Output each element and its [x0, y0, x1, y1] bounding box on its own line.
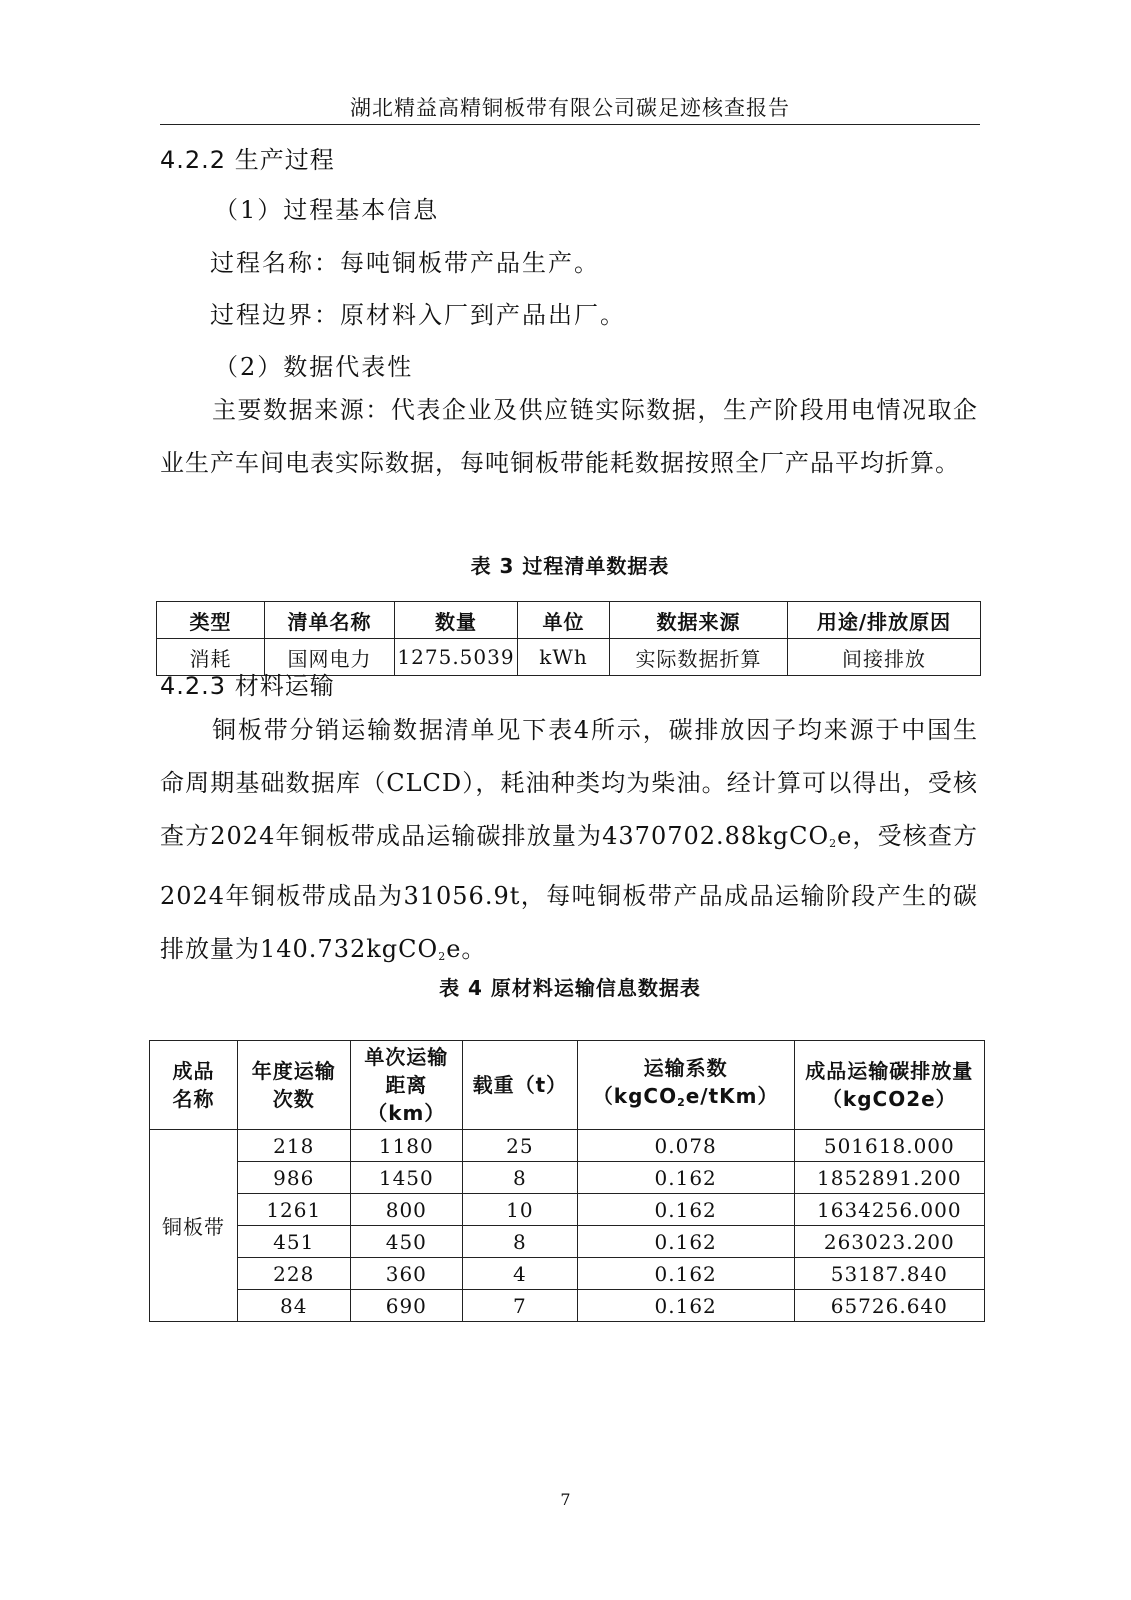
table-row — [150, 1130, 985, 1162]
transport-text-part1: 铜板带分销运输数据清单见下表4所示，碳排放因子均来源于中国生命周期基础数据库（CLCD），耗油种类均为柴油。经计算可以得出，受核查方2024年铜板带成品运输碳排放量为4370702.88kgCO — [160, 716, 978, 850]
table-cell: 53187.840 — [794, 1258, 984, 1290]
table-header-row — [150, 1041, 985, 1130]
report-header: 湖北精益高精铜板带有限公司碳足迹核查报告 — [350, 96, 790, 120]
table-cell: 0.162 — [577, 1226, 794, 1258]
table-cell: 360 — [350, 1258, 463, 1290]
table-cell: 国网电力 — [265, 639, 395, 676]
coef-line2 — [578, 1082, 794, 1117]
table-cell: 1261 — [238, 1194, 351, 1226]
table-header-cell: 数量 — [395, 602, 518, 639]
table-cell: 实际数据折算 — [610, 639, 788, 676]
coef-line1: 运输系数 — [643, 1055, 728, 1080]
table-header-cell: 类型 — [157, 602, 265, 639]
table-cell: 1852891.200 — [794, 1162, 984, 1194]
header-transport-coefficient — [577, 1041, 794, 1130]
table-cell: 0.078 — [577, 1130, 794, 1162]
table-cell: 263023.200 — [794, 1226, 984, 1258]
table-cell: 间接排放 — [788, 639, 981, 676]
table-header-cell: 数据来源 — [610, 602, 788, 639]
subscript-2: 2 — [829, 837, 838, 850]
table-cell: 450 — [350, 1226, 463, 1258]
transport-text-part3: e。 — [446, 935, 487, 963]
section-heading-production: 4.2.2 生产过程 — [160, 146, 335, 174]
process-inventory-table — [156, 601, 981, 676]
table-row — [150, 1258, 985, 1290]
table-header-cell: 单位 — [518, 602, 610, 639]
coef-unit-a: （kgCO — [592, 1083, 678, 1108]
header-emission: 成品运输碳排放量（kgCO2e） — [794, 1041, 984, 1130]
table4-caption: 表 4 原材料运输信息数据表 — [439, 976, 701, 1000]
table-cell: 0.162 — [577, 1290, 794, 1322]
transport-paragraph — [160, 704, 978, 983]
subheading-process-info: （1）过程基本信息 — [214, 196, 440, 224]
table-cell: 7 — [463, 1290, 578, 1322]
table-cell: 690 — [350, 1290, 463, 1322]
table-cell: 消耗 — [157, 639, 265, 676]
table-cell: 0.162 — [577, 1162, 794, 1194]
table-cell: 986 — [238, 1162, 351, 1194]
header-divider — [160, 124, 980, 125]
table-cell: 0.162 — [577, 1194, 794, 1226]
table-cell: 228 — [238, 1258, 351, 1290]
table-row — [150, 1194, 985, 1226]
table-cell: 25 — [463, 1130, 578, 1162]
header-product-name: 成品名称 — [150, 1041, 238, 1130]
transport-info-table — [149, 1040, 985, 1322]
process-boundary: 过程边界：原材料入厂到产品出厂。 — [210, 301, 626, 329]
table-cell: 0.162 — [577, 1258, 794, 1290]
table-row — [150, 1226, 985, 1258]
table-row — [150, 1162, 985, 1194]
header-annual-trips: 年度运输次数 — [238, 1041, 351, 1130]
coef-unit-b: e/tKm） — [685, 1083, 779, 1108]
table-cell: 218 — [238, 1130, 351, 1162]
subscript-2: 2 — [677, 1095, 686, 1109]
subheading-data-representativeness: （2）数据代表性 — [214, 353, 414, 381]
table-cell: 800 — [350, 1194, 463, 1226]
table3-caption: 表 3 过程清单数据表 — [470, 554, 670, 578]
table-cell: 4 — [463, 1258, 578, 1290]
table-cell: 8 — [463, 1162, 578, 1194]
section-heading-transport: 4.2.3 材料运输 — [160, 672, 335, 700]
table-cell: 1275.5039 — [395, 639, 518, 676]
table-row — [150, 1290, 985, 1322]
table-header-cell: 清单名称 — [265, 602, 395, 639]
table-cell: 1180 — [350, 1130, 463, 1162]
table-cell: 8 — [463, 1226, 578, 1258]
subscript-2: 2 — [438, 950, 447, 963]
header-load: 载重（t） — [463, 1041, 578, 1130]
table-cell: kWh — [518, 639, 610, 676]
data-source-paragraph: 主要数据来源：代表企业及供应链实际数据，生产阶段用电情况取企业生产车间电表实际数据，每吨铜板带能耗数据按照全厂产品平均折算。 — [160, 396, 978, 477]
table-cell: 451 — [238, 1226, 351, 1258]
table-cell: 84 — [238, 1290, 351, 1322]
header-distance: 单次运输距离（km） — [350, 1041, 463, 1130]
table-cell: 65726.640 — [794, 1290, 984, 1322]
table-header-row — [157, 602, 981, 639]
table-cell: 501618.000 — [794, 1130, 984, 1162]
product-name-cell: 铜板带 — [150, 1130, 238, 1322]
table-header-cell: 用途/排放原因 — [788, 602, 981, 639]
table-cell: 1634256.000 — [794, 1194, 984, 1226]
table-cell: 1450 — [350, 1162, 463, 1194]
table-cell: 10 — [463, 1194, 578, 1226]
transport-text-part2: e，受核查方2024年铜板带成品为31056.9t，每吨铜板带产品成品运输阶段产生的碳排放量为140.732kgCO — [160, 822, 979, 963]
process-name: 过程名称：每吨铜板带产品生产。 — [210, 249, 600, 277]
page-number: 7 — [560, 1490, 571, 1509]
